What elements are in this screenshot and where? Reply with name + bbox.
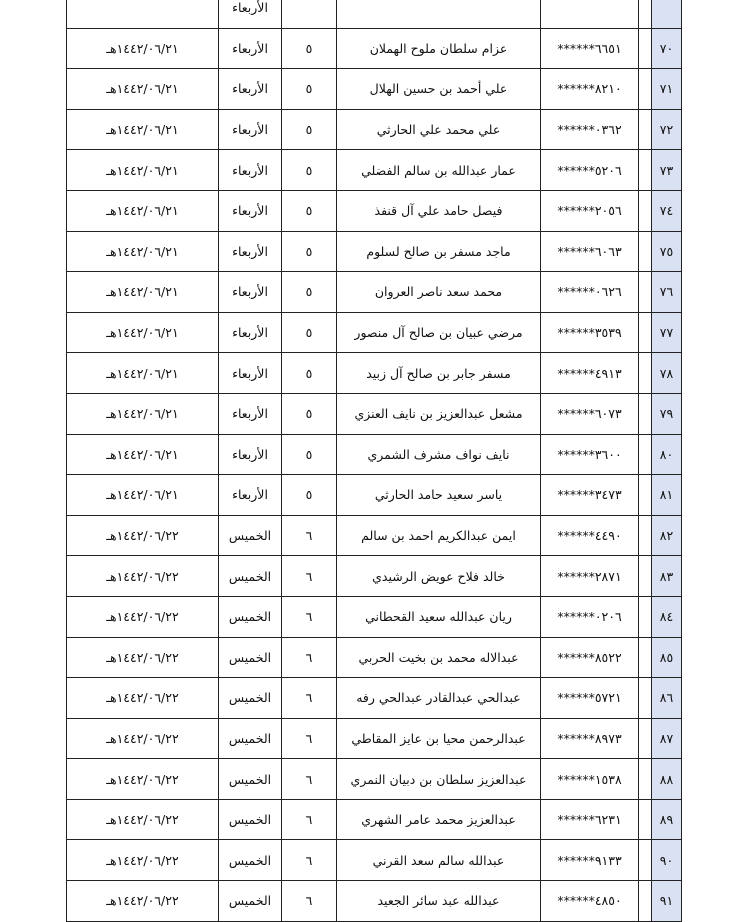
day-cell: الخميس	[219, 515, 282, 556]
row-number-cell	[652, 0, 682, 28]
spacer-cell	[639, 759, 652, 800]
group-cell: ٥	[282, 28, 337, 69]
group-cell: ٥	[282, 434, 337, 475]
table-row	[67, 190, 682, 231]
date-cell: ١٤٤٢/٠٦/٢٢هـ	[67, 515, 219, 556]
table-row	[67, 28, 682, 69]
spacer-cell	[639, 353, 652, 394]
group-cell: ٥	[282, 190, 337, 231]
table-row	[67, 272, 682, 313]
row-number-cell: ٨٧	[652, 718, 682, 759]
spacer-cell	[639, 799, 652, 840]
spacer-cell	[639, 596, 652, 637]
id-number-cell: ٦٢٣١******	[541, 799, 639, 840]
spacer-cell	[639, 150, 652, 191]
table-row	[67, 596, 682, 637]
table-row	[67, 312, 682, 353]
student-name-cell: محمد سعد ناصر العروان	[337, 272, 541, 313]
student-name-cell: عبدالعزيز سلطان بن دبيان النمري	[337, 759, 541, 800]
table-row	[67, 637, 682, 678]
group-cell: ٦	[282, 515, 337, 556]
student-name-cell: ياسر سعيد حامد الحارثي	[337, 475, 541, 516]
id-number-cell: ٥٧٢١******	[541, 678, 639, 719]
row-number-cell: ٨٨	[652, 759, 682, 800]
date-cell: ١٤٤٢/٠٦/٢٢هـ	[67, 556, 219, 597]
id-number-cell: ٩١٣٣******	[541, 840, 639, 881]
table-row	[67, 150, 682, 191]
group-cell: ٦	[282, 678, 337, 719]
group-cell: ٦	[282, 637, 337, 678]
table-row	[67, 69, 682, 110]
date-cell: ١٤٤٢/٠٦/٢١هـ	[67, 231, 219, 272]
date-cell: ١٤٤٢/٠٦/٢١هـ	[67, 393, 219, 434]
student-name-cell: ماجد مسفر بن صالح لسلوم	[337, 231, 541, 272]
student-name-cell: خالد فلاح عويض الرشيدي	[337, 556, 541, 597]
spacer-cell	[639, 556, 652, 597]
id-number-cell: ٤٩١٣******	[541, 353, 639, 394]
spacer-cell	[639, 190, 652, 231]
group-cell: ٦	[282, 759, 337, 800]
row-number-cell: ٨٤	[652, 596, 682, 637]
row-number-cell: ٨٢	[652, 515, 682, 556]
group-cell: ٦	[282, 840, 337, 881]
date-cell: ١٤٤٢/٠٦/٢١هـ	[67, 150, 219, 191]
student-name-cell: علي محمد علي الحارثي	[337, 109, 541, 150]
row-number-cell: ٨٣	[652, 556, 682, 597]
date-cell: ١٤٤٢/٠٦/٢١هـ	[67, 312, 219, 353]
id-number-cell: ٦٦٥١******	[541, 28, 639, 69]
date-cell: ١٤٤٢/٠٦/٢١هـ	[67, 434, 219, 475]
date-cell: ١٤٤٢/٠٦/٢٢هـ	[67, 678, 219, 719]
student-name-cell: مرضي عبيان بن صالح آل منصور	[337, 312, 541, 353]
table-row	[67, 109, 682, 150]
student-name-cell: فيصل حامد علي آل قنفذ	[337, 190, 541, 231]
id-number-cell: ٣٦٠٠******	[541, 434, 639, 475]
day-cell: الخميس	[219, 799, 282, 840]
id-number-cell: ٢٠٥٦******	[541, 190, 639, 231]
id-number-cell: ١٥٣٨******	[541, 759, 639, 800]
day-cell: الأربعاء	[219, 272, 282, 313]
row-number-cell: ٧٥	[652, 231, 682, 272]
group-cell: ٥	[282, 231, 337, 272]
row-number-cell: ٩١	[652, 881, 682, 922]
row-number-cell: ٧٣	[652, 150, 682, 191]
day-cell: الأربعاء	[219, 150, 282, 191]
id-number-cell: ٦٠٧٣******	[541, 393, 639, 434]
student-name-cell: عبدالله سالم سعد القرني	[337, 840, 541, 881]
row-number-cell: ٩٠	[652, 840, 682, 881]
id-number-cell: ٨٩٧٣******	[541, 718, 639, 759]
table-row	[67, 718, 682, 759]
date-cell: ١٤٤٢/٠٦/٢٢هـ	[67, 799, 219, 840]
table-row	[67, 515, 682, 556]
group-cell: ٥	[282, 353, 337, 394]
date-cell: ١٤٤٢/٠٦/٢١هـ	[67, 28, 219, 69]
id-number-cell: ٣٤٧٣******	[541, 475, 639, 516]
group-cell: ٦	[282, 799, 337, 840]
table-row	[67, 0, 682, 28]
spacer-cell	[639, 475, 652, 516]
table-row	[67, 556, 682, 597]
date-cell: ١٤٤٢/٠٦/٢٢هـ	[67, 759, 219, 800]
row-number-cell: ٨٩	[652, 799, 682, 840]
spacer-cell	[639, 272, 652, 313]
group-cell: ٥	[282, 69, 337, 110]
student-name-cell: عمار عبدالله بن سالم الفضلي	[337, 150, 541, 191]
day-cell: الخميس	[219, 759, 282, 800]
student-name-cell: ايمن عبدالكريم احمد بن سالم	[337, 515, 541, 556]
id-number-cell: ٣٥٣٩******	[541, 312, 639, 353]
day-cell: الخميس	[219, 556, 282, 597]
table-row	[67, 759, 682, 800]
table-row	[67, 881, 682, 922]
student-name-cell: مسفر جابر بن صالح آل زبيد	[337, 353, 541, 394]
student-name-cell: نايف نواف مشرف الشمري	[337, 434, 541, 475]
day-cell: الخميس	[219, 678, 282, 719]
spacer-cell	[639, 109, 652, 150]
table-row	[67, 475, 682, 516]
row-number-cell: ٨٥	[652, 637, 682, 678]
student-name-cell: عبدالحي عبدالقادر عبدالحي رفه	[337, 678, 541, 719]
date-cell: ١٤٤٢/٠٦/٢٢هـ	[67, 596, 219, 637]
date-cell: ١٤٤٢/٠٦/٢١هـ	[67, 475, 219, 516]
row-number-cell: ٧٠	[652, 28, 682, 69]
student-name-cell: ريان عبدالله سعيد القحطاني	[337, 596, 541, 637]
date-cell: ١٤٤٢/٠٦/٢٢هـ	[67, 840, 219, 881]
day-cell: الأربعاء	[219, 28, 282, 69]
day-cell: الأربعاء	[219, 69, 282, 110]
table-row	[67, 678, 682, 719]
student-name-cell: عبدالرحمن محيا بن عايز المقاطي	[337, 718, 541, 759]
group-cell: ٦	[282, 881, 337, 922]
row-number-cell: ٧٧	[652, 312, 682, 353]
id-number-cell: ٠٦٢٦******	[541, 272, 639, 313]
id-number-cell: ٢٨٧١******	[541, 556, 639, 597]
group-cell: ٥	[282, 312, 337, 353]
id-number-cell: ٨٥٢٢******	[541, 637, 639, 678]
group-cell: ٦	[282, 596, 337, 637]
day-cell: الخميس	[219, 718, 282, 759]
spacer-cell	[639, 678, 652, 719]
spacer-cell	[639, 69, 652, 110]
group-cell: ٥	[282, 109, 337, 150]
table-row	[67, 799, 682, 840]
row-number-cell: ٨٠	[652, 434, 682, 475]
student-name-cell: مشعل عبدالعزيز بن نايف العنزي	[337, 393, 541, 434]
id-number-cell: ٦٠٦٣******	[541, 231, 639, 272]
table-row	[67, 840, 682, 881]
group-cell: ٦	[282, 556, 337, 597]
spacer-cell	[639, 637, 652, 678]
spacer-cell	[639, 718, 652, 759]
table-row	[67, 393, 682, 434]
row-number-cell: ٧٨	[652, 353, 682, 394]
student-name-cell: عبدالعزيز محمد عامر الشهري	[337, 799, 541, 840]
group-cell: ٥	[282, 393, 337, 434]
spacer-cell	[639, 393, 652, 434]
row-number-cell: ٨٦	[652, 678, 682, 719]
id-number-cell: ٤٨٥٠******	[541, 881, 639, 922]
day-cell: الأربعاء	[219, 353, 282, 394]
day-cell: الأربعاء	[219, 0, 282, 28]
spacer-cell	[639, 0, 652, 28]
spacer-cell	[639, 515, 652, 556]
id-number-cell: ٠٢٠٦******	[541, 596, 639, 637]
row-number-cell: ٧٦	[652, 272, 682, 313]
date-cell: ١٤٤٢/٠٦/٢٢هـ	[67, 637, 219, 678]
date-cell: ١٤٤٢/٠٦/٢١هـ	[67, 109, 219, 150]
date-cell: ١٤٤٢/٠٦/٢١هـ	[67, 272, 219, 313]
group-cell: ٥	[282, 150, 337, 191]
spacer-cell	[639, 312, 652, 353]
group-cell: ٥	[282, 272, 337, 313]
id-number-cell: ٨٢١٠******	[541, 69, 639, 110]
row-number-cell: ٧٤	[652, 190, 682, 231]
spacer-cell	[639, 840, 652, 881]
group-cell	[282, 0, 337, 28]
student-name-cell: عبدالاله محمد بن بخيت الحربي	[337, 637, 541, 678]
spacer-cell	[639, 881, 652, 922]
date-cell: ١٤٤٢/٠٦/٢٢هـ	[67, 881, 219, 922]
day-cell: الخميس	[219, 596, 282, 637]
student-name-cell: عبدالله عبد سائر الجعيد	[337, 881, 541, 922]
row-number-cell: ٧١	[652, 69, 682, 110]
day-cell: الأربعاء	[219, 312, 282, 353]
row-number-cell: ٧٩	[652, 393, 682, 434]
student-name-cell	[337, 0, 541, 28]
day-cell: الأربعاء	[219, 475, 282, 516]
spacer-cell	[639, 231, 652, 272]
spacer-cell	[639, 434, 652, 475]
day-cell: الأربعاء	[219, 109, 282, 150]
date-cell: ١٤٤٢/٠٦/٢١هـ	[67, 69, 219, 110]
id-number-cell: ٥٢٠٦******	[541, 150, 639, 191]
roster-body	[67, 0, 682, 921]
date-cell	[67, 0, 219, 28]
date-cell: ١٤٤٢/٠٦/٢٢هـ	[67, 718, 219, 759]
table-row	[67, 353, 682, 394]
day-cell: الأربعاء	[219, 434, 282, 475]
student-name-cell: علي أحمد بن حسين الهلال	[337, 69, 541, 110]
date-cell: ١٤٤٢/٠٦/٢١هـ	[67, 190, 219, 231]
day-cell: الخميس	[219, 881, 282, 922]
row-number-cell: ٧٢	[652, 109, 682, 150]
id-number-cell: ٠٣٦٢******	[541, 109, 639, 150]
spacer-cell	[639, 28, 652, 69]
student-name-cell: عزام سلطان ملوح الهملان	[337, 28, 541, 69]
row-number-cell: ٨١	[652, 475, 682, 516]
day-cell: الأربعاء	[219, 190, 282, 231]
day-cell: الأربعاء	[219, 231, 282, 272]
day-cell: الخميس	[219, 840, 282, 881]
id-number-cell	[541, 0, 639, 28]
roster-table	[66, 0, 682, 922]
id-number-cell: ٤٤٩٠******	[541, 515, 639, 556]
table-row	[67, 231, 682, 272]
table-row	[67, 434, 682, 475]
group-cell: ٥	[282, 475, 337, 516]
day-cell: الخميس	[219, 637, 282, 678]
group-cell: ٦	[282, 718, 337, 759]
date-cell: ١٤٤٢/٠٦/٢١هـ	[67, 353, 219, 394]
day-cell: الأربعاء	[219, 393, 282, 434]
